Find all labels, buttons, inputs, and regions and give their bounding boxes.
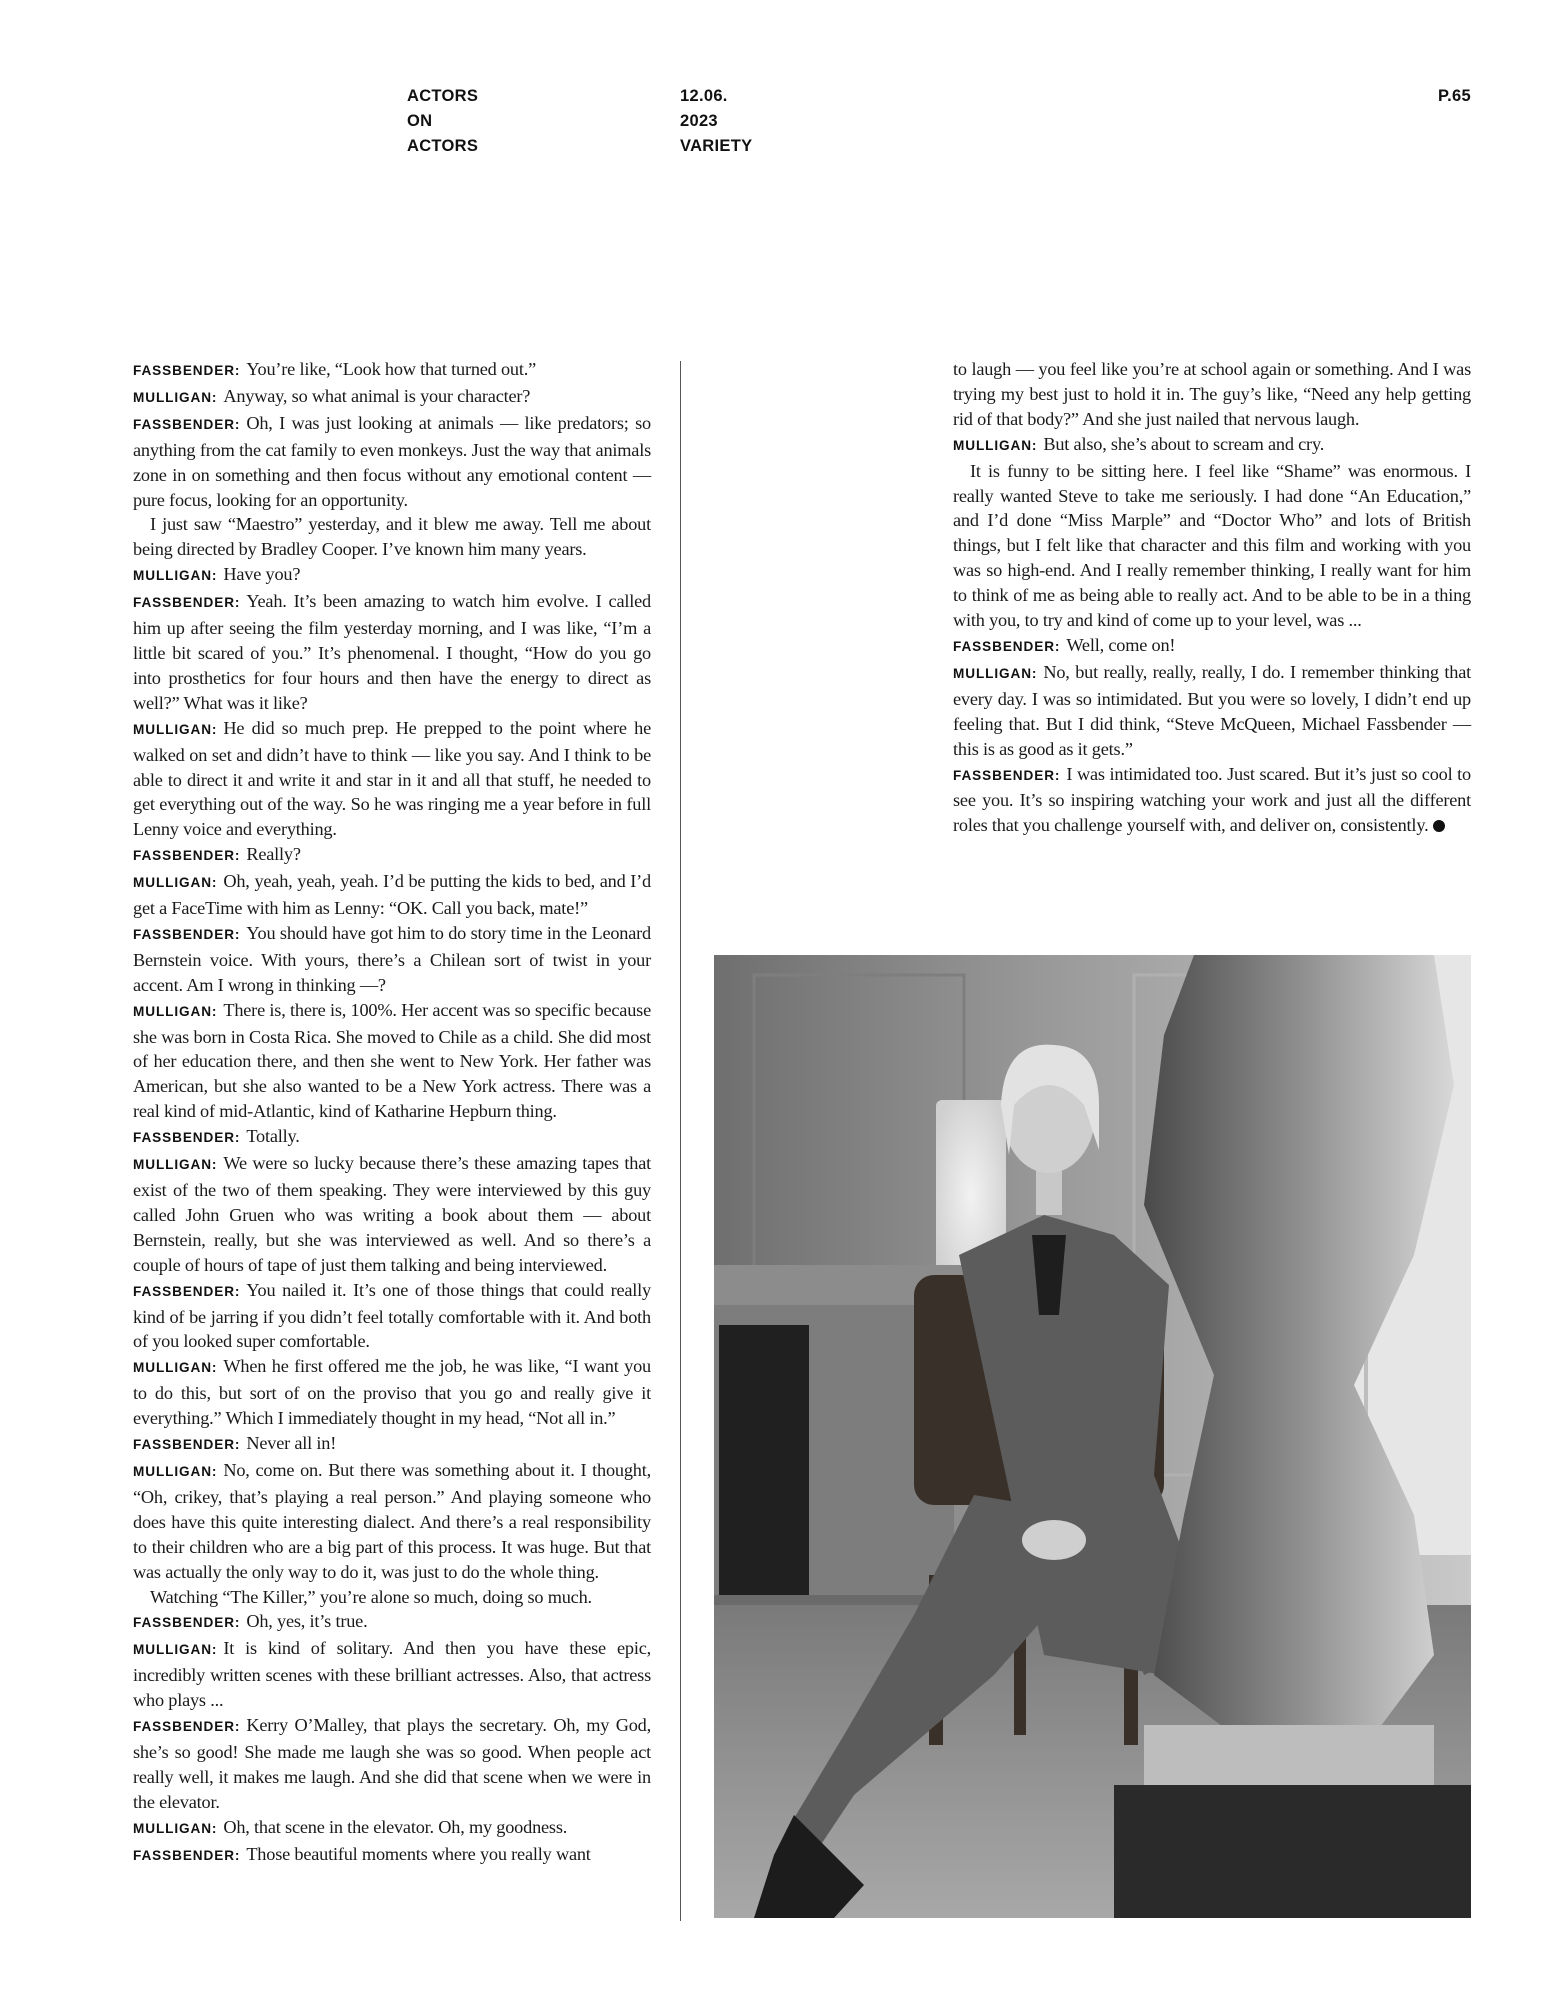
dialogue-paragraph: [133, 1609, 651, 1636]
dialogue-paragraph: [133, 589, 651, 716]
speaker-label: FASSBENDER:: [133, 1437, 241, 1453]
issue-date-day: 12.06.: [680, 87, 728, 105]
dialogue-paragraph: [133, 1585, 651, 1610]
speaker-label: FASSBENDER:: [133, 1847, 241, 1863]
speaker-label: FASSBENDER:: [133, 1130, 241, 1146]
portrait-photo: [714, 955, 1471, 1918]
issue-info: [680, 84, 752, 159]
speaker-label: FASSBENDER:: [133, 416, 241, 432]
publication-name: VARIETY: [680, 137, 753, 155]
speaker-label: FASSBENDER:: [953, 638, 1061, 654]
dialogue-text: Kerry O’Malley, that plays the secretary. Oh, my God, she’s so good! She made me laugh she was so good. When people act really well, it makes me laugh. And she did that scene when we were in the elevator.: [133, 1715, 651, 1812]
speaker-label: MULLIGAN:: [133, 389, 218, 405]
dialogue-text: Anyway, so what animal is your character?: [223, 385, 531, 406]
speaker-label: MULLIGAN:: [133, 875, 218, 891]
speaker-label: FASSBENDER:: [133, 1615, 241, 1631]
dialogue-paragraph: [953, 432, 1471, 459]
dialogue-paragraph: [953, 459, 1471, 633]
dialogue-text: Oh, yes, it’s true.: [246, 1611, 368, 1632]
dialogue-text: You’re like, “Look how that turned out.”: [246, 359, 537, 379]
dialogue-text: Watching “The Killer,” you’re alone so much, doing so much.: [150, 1586, 592, 1607]
interview-column-right: [953, 357, 1471, 838]
speaker-label: FASSBENDER:: [953, 767, 1061, 783]
speaker-label: MULLIGAN:: [133, 721, 218, 737]
dialogue-text: Never all in!: [246, 1433, 337, 1454]
dialogue-paragraph: [133, 921, 651, 998]
speaker-label: MULLIGAN:: [133, 568, 218, 584]
dialogue-text: It is kind of solitary. And then you have these epic, incredibly written scenes with these brilliant actresses. Also, that actress who plays ...: [133, 1638, 651, 1711]
column-divider: [680, 361, 681, 1921]
dialogue-paragraph: [133, 716, 651, 843]
dialogue-text: I just saw “Maestro” yesterday, and it blew me away. Tell me about being directed by Bradley Cooper. I’ve known him many years.: [133, 514, 651, 560]
speaker-label: MULLIGAN:: [133, 1820, 218, 1836]
dialogue-text: Those beautiful moments where you really want: [246, 1843, 591, 1864]
speaker-label: FASSBENDER:: [133, 595, 241, 611]
dialogue-paragraph: [133, 842, 651, 869]
speaker-label: FASSBENDER:: [133, 848, 241, 864]
speaker-label: MULLIGAN:: [953, 437, 1038, 453]
speaker-label: MULLIGAN:: [953, 665, 1038, 681]
dialogue-paragraph: [133, 1713, 651, 1815]
dialogue-text: Totally.: [246, 1126, 300, 1147]
section-label: [407, 84, 478, 159]
dialogue-paragraph: [133, 1636, 651, 1713]
dialogue-paragraph: [133, 869, 651, 921]
dialogue-text: You should have got him to do story time in the Leonard Bernstein voice. With yours, there’s a Chilean sort of twist in your accent. Am I wrong in thinking —?: [133, 922, 651, 995]
dialogue-text: No, but really, really, really, I do. I remember thinking that every day. I was so intimidated. But you were so lovely, I didn’t end up feeling that. But I did think, “Steve McQueen, Michael Fassbender — this is as good as it gets.”: [953, 661, 1471, 759]
dialogue-text: You nailed it. It’s one of those things that could really kind of be jarring if you didn’t feel totally comfortable with it. And both of you looked super comfortable.: [133, 1279, 651, 1352]
dialogue-paragraph: [133, 1151, 651, 1278]
section-label-line: ON: [407, 112, 433, 130]
dialogue-paragraph: [133, 1431, 651, 1458]
page-number: P.65: [1437, 87, 1471, 105]
dialogue-text: Really?: [246, 844, 301, 865]
end-mark-icon: [1433, 820, 1445, 832]
section-label-line: ACTORS: [407, 87, 479, 105]
dialogue-text: But also, she’s about to scream and cry.: [1043, 433, 1325, 454]
dialogue-paragraph: [133, 357, 651, 384]
dialogue-text: Oh, yeah, yeah, yeah. I’d be putting the kids to bed, and I’d get a FaceTime with him as Lenny: “OK. Call you back, mate!”: [133, 871, 651, 919]
speaker-label: MULLIGAN:: [133, 1642, 218, 1658]
speaker-label: FASSBENDER:: [133, 1283, 241, 1299]
dialogue-text: There is, there is, 100%. Her accent was so specific because she was born in Costa Rica. She moved to Chile as a child. She did most of her education there, and then she went to New York. Her father was American, but she also wanted to be a New York actress. There was a real kind of mid-Atlantic, kind of Katharine Hepburn thing.: [133, 999, 651, 1122]
speaker-label: MULLIGAN:: [133, 1157, 218, 1173]
speaker-label: FASSBENDER:: [133, 363, 241, 378]
speaker-label: FASSBENDER:: [133, 926, 241, 942]
dialogue-paragraph: [133, 1124, 651, 1151]
dialogue-text: Yeah. It’s been amazing to watch him evolve. I called him up after seeing the film yesterday morning, and I was like, “I’m a little bit scared of you.” It’s phenomenal. I thought, “How do you go into prosthetics for four hours and then have the energy to direct as well?” What was it like?: [133, 591, 651, 713]
dialogue-paragraph: [133, 998, 651, 1125]
dialogue-paragraph: [133, 1458, 651, 1585]
dialogue-paragraph: [133, 562, 651, 589]
dialogue-text: Oh, that scene in the elevator. Oh, my goodness.: [223, 1816, 568, 1837]
dialogue-text: Oh, I was just looking at animals — like predators; so anything from the cat family to even monkeys. Just the way that animals zone in on something and then focus without any emotional content — pure focus, looking for an opportunity.: [133, 412, 651, 510]
dialogue-text: I was intimidated too. Just scared. But it’s just so cool to see you. It’s so inspiring watching your work and just all the different roles that you challenge yourself with, and deliver on, consistently.: [953, 763, 1471, 836]
issue-date-year: 2023: [680, 112, 718, 130]
speaker-label: MULLIGAN:: [133, 1360, 218, 1376]
speaker-label: FASSBENDER:: [133, 1719, 241, 1735]
dialogue-paragraph: [133, 1354, 651, 1431]
dialogue-text: We were so lucky because there’s these amazing tapes that exist of the two of them speaking. They were interviewed by this guy called John Gruen who was writing a book about them — about Bernstein, really, but she was interviewed as well. And so there’s a couple of hours of tape of just them talking and being interviewed.: [133, 1153, 651, 1275]
speaker-label: MULLIGAN:: [133, 1003, 218, 1019]
dialogue-paragraph: [133, 1278, 651, 1355]
interview-column-left: [133, 357, 651, 1868]
speaker-label: MULLIGAN:: [133, 1463, 218, 1479]
dialogue-text: It is funny to be sitting here. I feel like “Shame” was enormous. I really wanted Steve to take me seriously. I had done “An Education,” and I’d done “Miss Marple” and “Doctor Who” and lots of British things, but I felt like that character and this film and working with you was so high-end. And I really remember thinking, I really want for him to think of me as being able to really act. And to be able to be in a thing with you, to try and kind of come up to your level, was ...: [953, 460, 1471, 631]
section-label-line: ACTORS: [407, 137, 479, 155]
dialogue-text: Well, come on!: [1066, 634, 1176, 655]
dialogue-text: He did so much prep. He prepped to the point where he walked on set and didn’t have to think — like you say. And I think to be able to direct it and write it and star in it and all that stuff, he needed to get everything out of the way. So he was ringing me a year before in full Lenny voice and everything.: [133, 717, 651, 840]
dialogue-text: No, come on. But there was something about it. I thought, “Oh, crikey, that’s playing a real person.” And playing someone who does have this quite interesting dialect. And there’s a real responsibility to their children who are a big part of this process. It was huge. But that was actually the only way to do it, was just to do the whole thing.: [133, 1459, 651, 1582]
dialogue-paragraph: [133, 411, 651, 513]
dialogue-paragraph: [133, 1842, 651, 1869]
dialogue-text: to laugh — you feel like you’re at school again or something. And I was trying my best just to hold it in. The guy’s like, “Need any help getting rid of that body?” And she just nailed that nervous laugh.: [953, 359, 1471, 429]
dialogue-text: When he first offered me the job, he was like, “I want you to do this, but sort of on the proviso that you go and really give it everything.” Which I immediately thought in my head, “Not all in.”: [133, 1356, 651, 1429]
dialogue-text: Have you?: [223, 564, 301, 585]
dialogue-paragraph: [133, 384, 651, 411]
dialogue-paragraph: [133, 1815, 651, 1842]
dialogue-paragraph: [953, 633, 1471, 660]
dialogue-paragraph: [953, 660, 1471, 762]
dialogue-paragraph: [953, 762, 1471, 839]
dialogue-paragraph: [953, 357, 1471, 432]
dialogue-paragraph: [133, 512, 651, 562]
